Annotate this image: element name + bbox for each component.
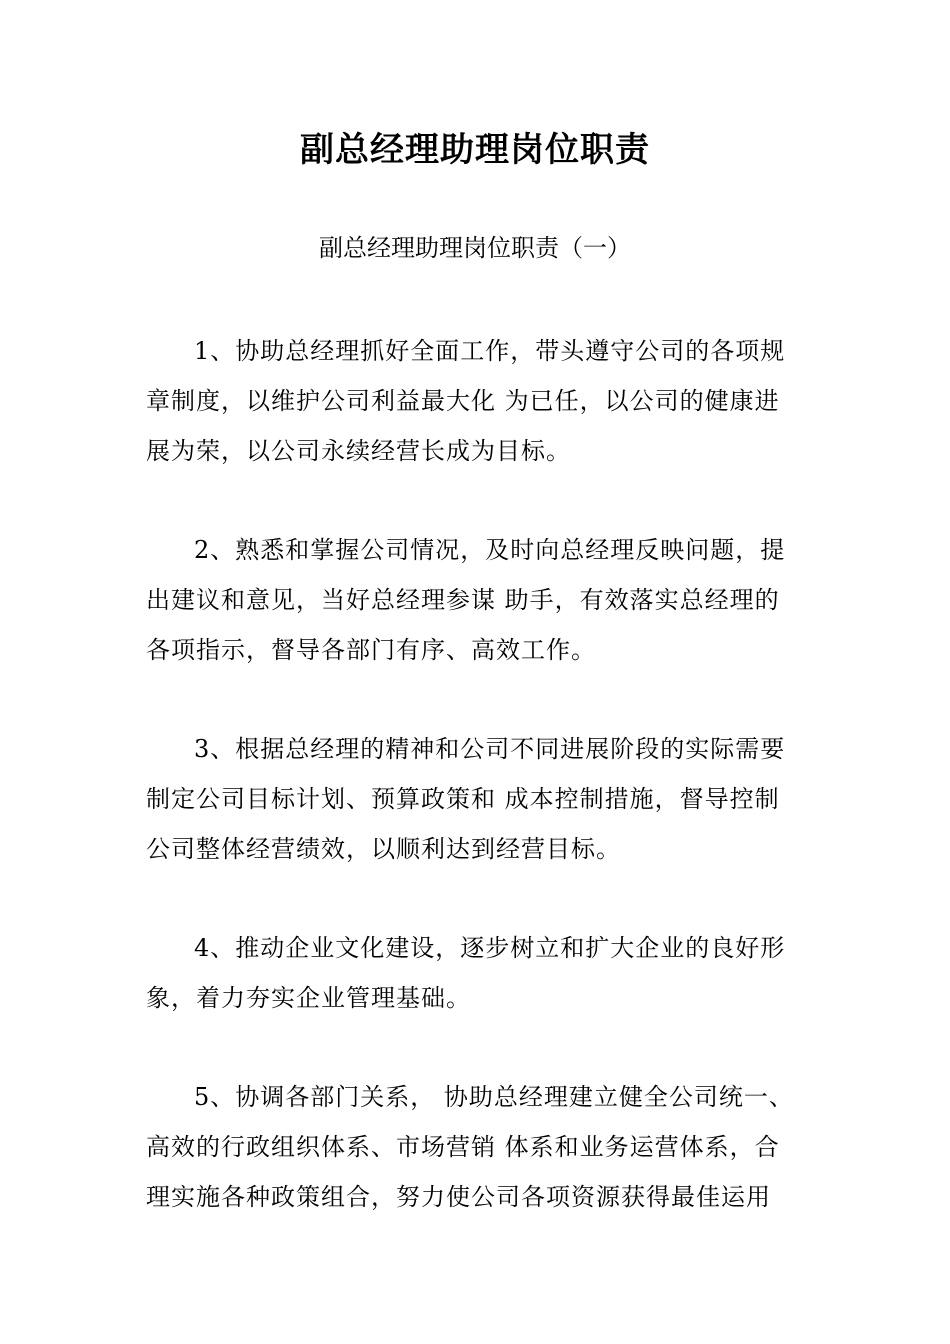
paragraph-5 [146,1072,826,1222]
paragraph-line: 4、推动企业文化建设，逐步树立和扩大企业的良好形 [194,934,786,962]
paragraph-line: 理实施各种政策组合，努力使公司各项资源获得最佳运用 [146,1183,771,1211]
paragraph-line: 2、熟悉和掌握公司情况，及时向总经理反映问题，提 [194,536,786,564]
paragraph-line: 各项指示，督导各部门有序、高效工作。 [146,636,596,664]
paragraph-line: 高效的行政组织体系、市场营销 体系和业务运营体系，合 [146,1133,780,1161]
paragraph-line: 3、根据总经理的精神和公司不同进展阶段的实际需要 [194,735,786,763]
paragraph-line: 象，着力夯实企业管理基础。 [146,984,471,1012]
document-subtitle: 副总经理助理岗位职责（一） [319,234,631,262]
document-title: 副总经理助理岗位职责 [300,130,650,170]
paragraph-1 [146,326,826,476]
paragraph-line: 出建议和意见，当好总经理参谋 助手，有效落实总经理的 [146,586,780,614]
paragraph-line: 制定公司目标计划、预算政策和 成本控制措施，督导控制 [146,785,780,813]
paragraph-line: 1、协助总经理抓好全面工作，带头遵守公司的各项规 [194,337,786,365]
paragraph-line: 章制度，以维护公司利益最大化 为已任，以公司的健康进 [146,387,780,415]
paragraph-line: 公司整体经营绩效，以顺利达到经营目标。 [146,835,621,863]
paragraph-line: 5、协调各部门关系， 协助总经理建立健全公司统一、 [194,1083,794,1111]
paragraph-4 [146,923,826,1023]
paragraph-3 [146,724,826,874]
paragraph-line: 展为荣，以公司永续经营长成为目标。 [146,437,571,465]
paragraph-2 [146,525,826,675]
